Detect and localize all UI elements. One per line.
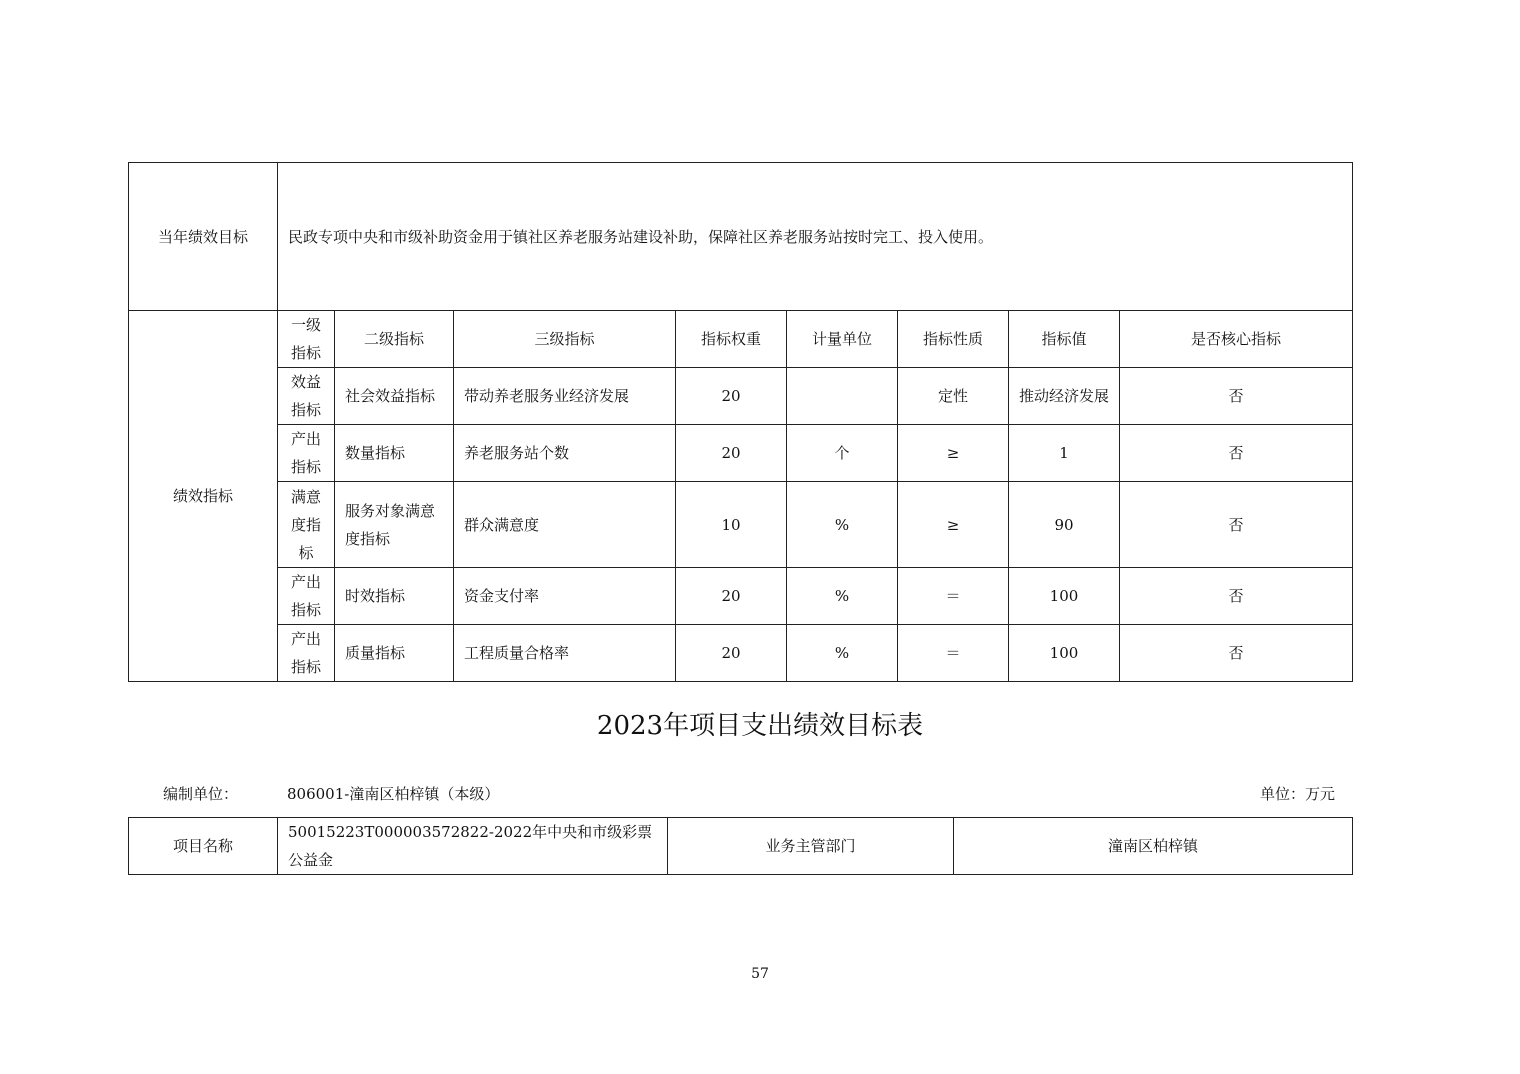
cell-weight: 10 — [676, 482, 787, 568]
table-row — [129, 368, 1353, 425]
project-name-label: 项目名称 — [129, 818, 278, 875]
cell-level1: 满意度指标 — [278, 482, 335, 568]
table-row — [129, 568, 1353, 625]
cell-weight: 20 — [676, 368, 787, 425]
cell-nature: ＝ — [898, 568, 1009, 625]
cell-level3: 养老服务站个数 — [454, 425, 676, 482]
currency-unit-label: 单位：万元 — [1260, 785, 1336, 803]
header-level3: 三级指标 — [454, 311, 676, 368]
cell-weight: 20 — [676, 425, 787, 482]
page-title: 2023年项目支出绩效目标表 — [596, 711, 924, 741]
compiling-unit-label: 编制单位： — [163, 785, 239, 803]
goal-row — [129, 163, 1353, 311]
cell-core: 否 — [1120, 568, 1353, 625]
cell-level2: 时效指标 — [335, 568, 454, 625]
cell-nature: ≥ — [898, 425, 1009, 482]
cell-weight: 20 — [676, 568, 787, 625]
table-row — [129, 625, 1353, 682]
cell-level1: 产出指标 — [278, 625, 335, 682]
cell-level3: 带动养老服务业经济发展 — [454, 368, 676, 425]
cell-unit: % — [787, 625, 898, 682]
cell-unit: % — [787, 568, 898, 625]
header-weight: 指标权重 — [676, 311, 787, 368]
header-core: 是否核心指标 — [1120, 311, 1353, 368]
indicator-section-label: 绩效指标 — [129, 311, 278, 682]
cell-level2: 服务对象满意度指标 — [335, 482, 454, 568]
cell-value: 100 — [1009, 625, 1120, 682]
cell-value: 100 — [1009, 568, 1120, 625]
cell-level3: 资金支付率 — [454, 568, 676, 625]
header-level2: 二级指标 — [335, 311, 454, 368]
cell-value: 推动经济发展 — [1009, 368, 1120, 425]
cell-level2: 质量指标 — [335, 625, 454, 682]
cell-core: 否 — [1120, 482, 1353, 568]
page-number: 57 — [751, 966, 769, 982]
cell-unit — [787, 368, 898, 425]
cell-nature: ≥ — [898, 482, 1009, 568]
cell-level2: 数量指标 — [335, 425, 454, 482]
header-level1: 一级指标 — [278, 311, 335, 368]
header-unit: 计量单位 — [787, 311, 898, 368]
cell-level3: 群众满意度 — [454, 482, 676, 568]
table-row — [129, 482, 1353, 568]
indicator-header-row — [129, 311, 1353, 368]
cell-core: 否 — [1120, 368, 1353, 425]
cell-unit: % — [787, 482, 898, 568]
goal-label: 当年绩效目标 — [129, 163, 278, 311]
header-value: 指标值 — [1009, 311, 1120, 368]
cell-level2: 社会效益指标 — [335, 368, 454, 425]
cell-level1: 产出指标 — [278, 568, 335, 625]
project-name-value: 50015223T000003572822-2022年中央和市级彩票公益金 — [278, 818, 668, 875]
cell-level3: 工程质量合格率 — [454, 625, 676, 682]
cell-level1: 效益指标 — [278, 368, 335, 425]
cell-value: 90 — [1009, 482, 1120, 568]
table-row — [129, 425, 1353, 482]
cell-nature: ＝ — [898, 625, 1009, 682]
cell-value: 1 — [1009, 425, 1120, 482]
goal-text: 民政专项中央和市级补助资金用于镇社区养老服务站建设补助，保障社区养老服务站按时完工、投入使用。 — [278, 163, 1353, 311]
dept-value: 潼南区柏梓镇 — [954, 818, 1353, 875]
header-nature: 指标性质 — [898, 311, 1009, 368]
cell-core: 否 — [1120, 625, 1353, 682]
cell-level1: 产出指标 — [278, 425, 335, 482]
cell-core: 否 — [1120, 425, 1353, 482]
cell-nature: 定性 — [898, 368, 1009, 425]
performance-table — [128, 162, 1353, 682]
compiling-unit-value: 806001-潼南区柏梓镇（本级） — [287, 785, 500, 803]
project-info-row — [129, 818, 1353, 875]
cell-unit: 个 — [787, 425, 898, 482]
project-info-table — [128, 817, 1353, 875]
dept-label: 业务主管部门 — [668, 818, 954, 875]
cell-weight: 20 — [676, 625, 787, 682]
